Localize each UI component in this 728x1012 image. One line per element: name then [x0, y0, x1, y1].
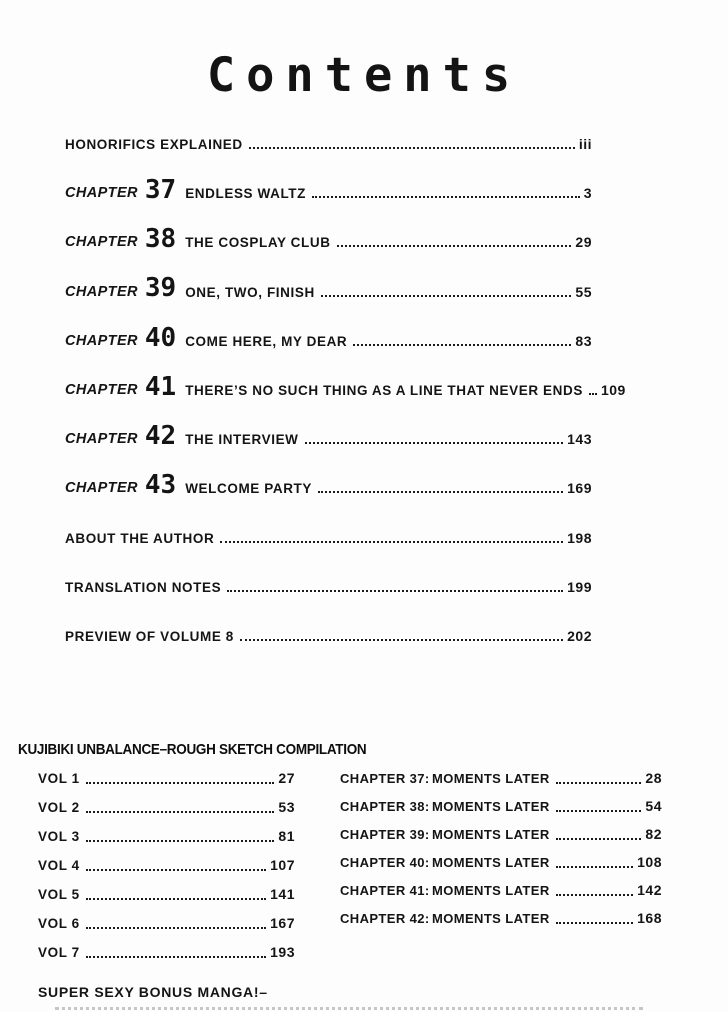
- toc-row-chapter-43: [65, 466, 592, 515]
- dot-leader: [318, 491, 563, 493]
- page-number: 108: [637, 853, 662, 870]
- page-number: 28: [645, 769, 662, 786]
- chapter-title: ENDLESS WALTZ: [185, 186, 306, 202]
- page-number: 193: [270, 943, 295, 960]
- chapter-word: CHAPTER: [65, 234, 138, 251]
- moments-title: MOMENTS LATER: [432, 770, 550, 786]
- bonus-footer-label: SUPER SEXY BONUS MANGA!–: [38, 984, 268, 1000]
- dot-leader: [86, 782, 275, 784]
- dot-leader: [249, 147, 575, 149]
- chapter-title: COME HERE, MY DEAR: [185, 333, 348, 349]
- page-number: 142: [637, 881, 662, 898]
- volume-row-7: [38, 939, 295, 968]
- moments-title: MOMENTS LATER: [432, 910, 550, 926]
- volume-label: VOL 7: [38, 944, 80, 960]
- dot-leader: [86, 869, 266, 871]
- dot-leader: [556, 866, 634, 868]
- dot-leader: [321, 295, 572, 297]
- volume-label: VOL 6: [38, 915, 80, 931]
- page-number: 54: [645, 797, 662, 814]
- chapter-word: CHAPTER: [65, 381, 138, 398]
- moments-row-41: [340, 878, 662, 906]
- dot-leader: [86, 956, 266, 958]
- dot-leader: [305, 442, 564, 444]
- entry-label: TRANSLATION NOTES: [65, 579, 222, 595]
- toc-row-chapter-38: [65, 220, 592, 269]
- entry-label: HONORIFICS EXPLAINED: [65, 137, 243, 152]
- page-number: 199: [567, 578, 592, 595]
- dot-leader: [86, 898, 266, 900]
- chapter-title: THE COSPLAY CLUB: [185, 235, 331, 251]
- page-number: 143: [567, 431, 592, 448]
- moments-row-42: [340, 906, 662, 934]
- page-number: 168: [637, 909, 662, 926]
- chapter-number: 41: [144, 371, 177, 402]
- dot-leader: [556, 810, 642, 812]
- dot-leader: [556, 922, 634, 924]
- dot-leader: [556, 782, 642, 784]
- moments-row-40: [340, 850, 662, 878]
- chapter-label: CHAPTER 39:: [340, 826, 430, 842]
- page-number: 3: [583, 185, 592, 202]
- dot-leader: [86, 927, 266, 929]
- bonus-section-heading: KUJIBIKI UNBALANCE–ROUGH SKETCH COMPILATION: [18, 741, 367, 758]
- moments-title: MOMENTS LATER: [432, 882, 550, 898]
- dot-leader: [337, 245, 572, 247]
- volume-label: VOL 3: [38, 828, 80, 844]
- volume-list: [38, 765, 295, 968]
- page-number: 167: [270, 914, 295, 931]
- volume-row-4: [38, 852, 295, 881]
- page-number: 83: [575, 332, 592, 349]
- chapter-number: 38: [144, 224, 177, 255]
- volume-label: VOL 1: [38, 770, 80, 786]
- table-of-contents: [65, 122, 626, 663]
- page-number: iii: [578, 136, 592, 152]
- volume-row-1: [38, 765, 295, 794]
- dot-leader: [86, 840, 275, 842]
- volume-row-3: [38, 823, 295, 852]
- page-number: 55: [575, 283, 592, 300]
- page-number: 53: [278, 798, 295, 815]
- toc-row-honorifics: [65, 122, 592, 171]
- toc-row-translation-notes: [65, 565, 592, 614]
- page-number: 29: [575, 234, 592, 251]
- toc-row-chapter-40: [65, 319, 592, 368]
- chapter-number: 42: [144, 421, 177, 452]
- dot-leader: [589, 393, 597, 395]
- toc-row-chapter-39: [65, 270, 592, 319]
- chapter-word: CHAPTER: [65, 431, 138, 448]
- dot-leader: [86, 811, 275, 813]
- page-number: 202: [567, 627, 592, 644]
- dot-leader: [556, 894, 634, 896]
- page-number: 109: [600, 381, 626, 398]
- dot-leader: [312, 196, 580, 198]
- volume-row-5: [38, 881, 295, 910]
- volume-label: VOL 5: [38, 886, 80, 902]
- toc-row-preview-volume-8: [65, 614, 592, 663]
- page-number: 81: [278, 827, 295, 844]
- volume-label: VOL 4: [38, 857, 80, 873]
- chapter-label: CHAPTER 40:: [340, 854, 430, 870]
- chapter-title: THERE’S NO SUCH THING AS A LINE THAT NEVER ENDS: [185, 382, 583, 398]
- moments-row-39: [340, 822, 662, 850]
- page-number: 107: [270, 856, 295, 873]
- cut-off-next-line-artifact: [55, 1007, 643, 1010]
- toc-row-chapter-41: [65, 368, 626, 417]
- page-title: Contents: [206, 48, 522, 103]
- moments-later-list: [340, 766, 662, 934]
- moments-title: MOMENTS LATER: [432, 798, 550, 814]
- moments-title: MOMENTS LATER: [432, 826, 550, 842]
- chapter-label: CHAPTER 38:: [340, 798, 430, 814]
- volume-row-2: [38, 794, 295, 823]
- dot-leader: [353, 344, 571, 346]
- toc-row-about-the-author: [65, 516, 592, 565]
- entry-label: ABOUT THE AUTHOR: [65, 530, 215, 546]
- chapter-number: 39: [144, 273, 177, 304]
- toc-row-chapter-42: [65, 417, 592, 466]
- moments-title: MOMENTS LATER: [432, 854, 550, 870]
- chapter-word: CHAPTER: [65, 185, 138, 202]
- chapter-number: 40: [144, 322, 177, 353]
- moments-row-38: [340, 794, 662, 822]
- page-number: 169: [567, 480, 592, 497]
- toc-row-chapter-37: [65, 171, 592, 220]
- chapter-word: CHAPTER: [65, 283, 138, 300]
- volume-label: VOL 2: [38, 799, 80, 815]
- entry-label: PREVIEW OF VOLUME 8: [65, 628, 234, 644]
- chapter-label: CHAPTER 37:: [340, 770, 430, 786]
- chapter-label: CHAPTER 41:: [340, 882, 430, 898]
- page-number: 198: [567, 529, 592, 546]
- dot-leader: [240, 639, 563, 641]
- dot-leader: [556, 838, 642, 840]
- chapter-label: CHAPTER 42:: [340, 910, 430, 926]
- dot-leader: [220, 541, 563, 543]
- chapter-number: 43: [144, 470, 177, 501]
- chapter-title: THE INTERVIEW: [185, 432, 299, 448]
- chapter-word: CHAPTER: [65, 480, 138, 497]
- chapter-number: 37: [144, 175, 177, 206]
- chapter-title: ONE, TWO, FINISH: [185, 284, 315, 300]
- volume-row-6: [38, 910, 295, 939]
- page-number: 141: [270, 885, 295, 902]
- chapter-word: CHAPTER: [65, 332, 138, 349]
- page-number: 82: [645, 825, 662, 842]
- page-number: 27: [278, 769, 295, 786]
- chapter-title: WELCOME PARTY: [185, 481, 312, 497]
- dot-leader: [227, 590, 563, 592]
- moments-row-37: [340, 766, 662, 794]
